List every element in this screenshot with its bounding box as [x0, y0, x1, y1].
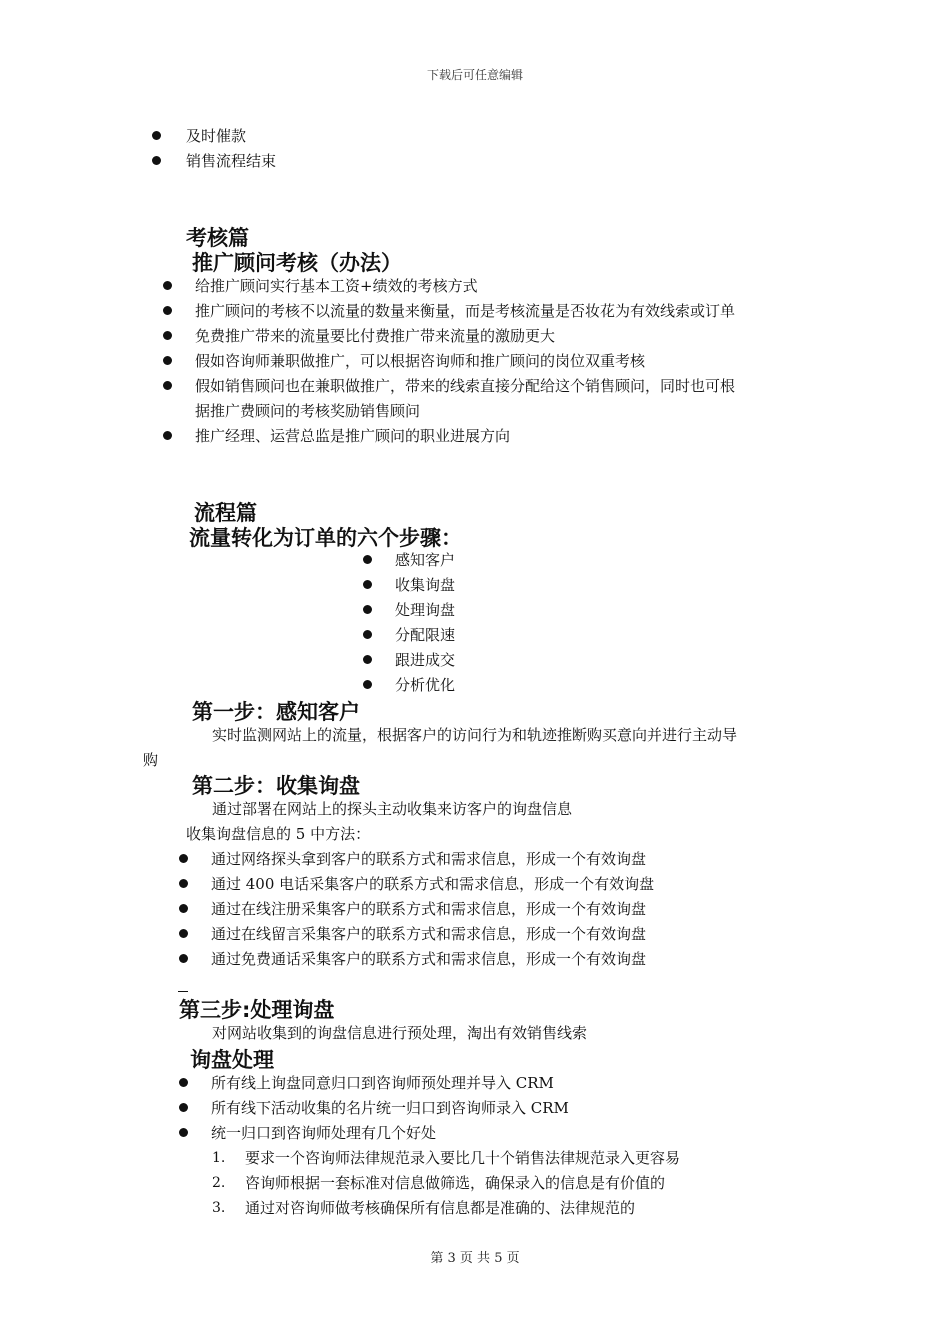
bullet-icon [152, 131, 161, 140]
bullet-icon [363, 605, 372, 614]
bullet-icon [179, 954, 188, 963]
bullet-icon [179, 1128, 188, 1137]
bullet-icon [179, 879, 188, 888]
step2-title: 第二步：收集询盘 [192, 774, 360, 798]
step2-methods-label: 收集询盘信息的 5 中方法： [186, 825, 371, 843]
bullet-icon [152, 156, 161, 165]
section-title-kaohe: 考核篇 [186, 226, 249, 250]
step3-text: 对网站收集到的询盘信息进行预处理，淘出有效销售线索 [212, 1024, 588, 1042]
bullet-icon [163, 331, 172, 340]
bullet-icon [179, 929, 188, 938]
bullet-icon [363, 680, 372, 689]
subtitle-kaohe: 推广顾问考核（办法） [192, 251, 402, 275]
divider-mark [178, 991, 188, 992]
list-item-continuation: 据推广费顾问的考核奖励销售顾问 [195, 402, 421, 420]
page-header: 下载后可任意编辑 [426, 68, 523, 82]
bullet-icon [179, 1078, 188, 1087]
bullet-icon [179, 1103, 188, 1112]
bullet-icon [163, 381, 172, 390]
bullet-icon [179, 904, 188, 913]
bullet-icon [163, 356, 172, 365]
step1-text: 实时监测网站上的流量，根据客户的访问行为和轨迹推断购买意向并进行主动导 [212, 726, 738, 744]
section-title-liucheng: 流程篇 [194, 501, 257, 525]
step1-title: 第一步：感知客户 [192, 700, 360, 724]
bullet-icon [163, 281, 172, 290]
bullet-icon [363, 555, 372, 564]
bullet-icon [363, 655, 372, 664]
bullet-icon [363, 580, 372, 589]
subtitle-liucheng: 流量转化为订单的六个步骤： [189, 526, 462, 550]
bullet-icon [163, 431, 172, 440]
step3-subtitle: 询盘处理 [190, 1048, 274, 1072]
bullet-icon [363, 630, 372, 639]
step3-title: 第三步:处理询盘 [179, 998, 335, 1022]
page-footer: 第 3 页 共 5 页 [430, 1251, 520, 1266]
step1-text-cont: 购 [143, 751, 159, 769]
bullet-icon [163, 306, 172, 315]
bullet-icon [179, 854, 188, 863]
step2-text: 通过部署在网站上的探头主动收集来访客户的询盘信息 [212, 800, 573, 818]
